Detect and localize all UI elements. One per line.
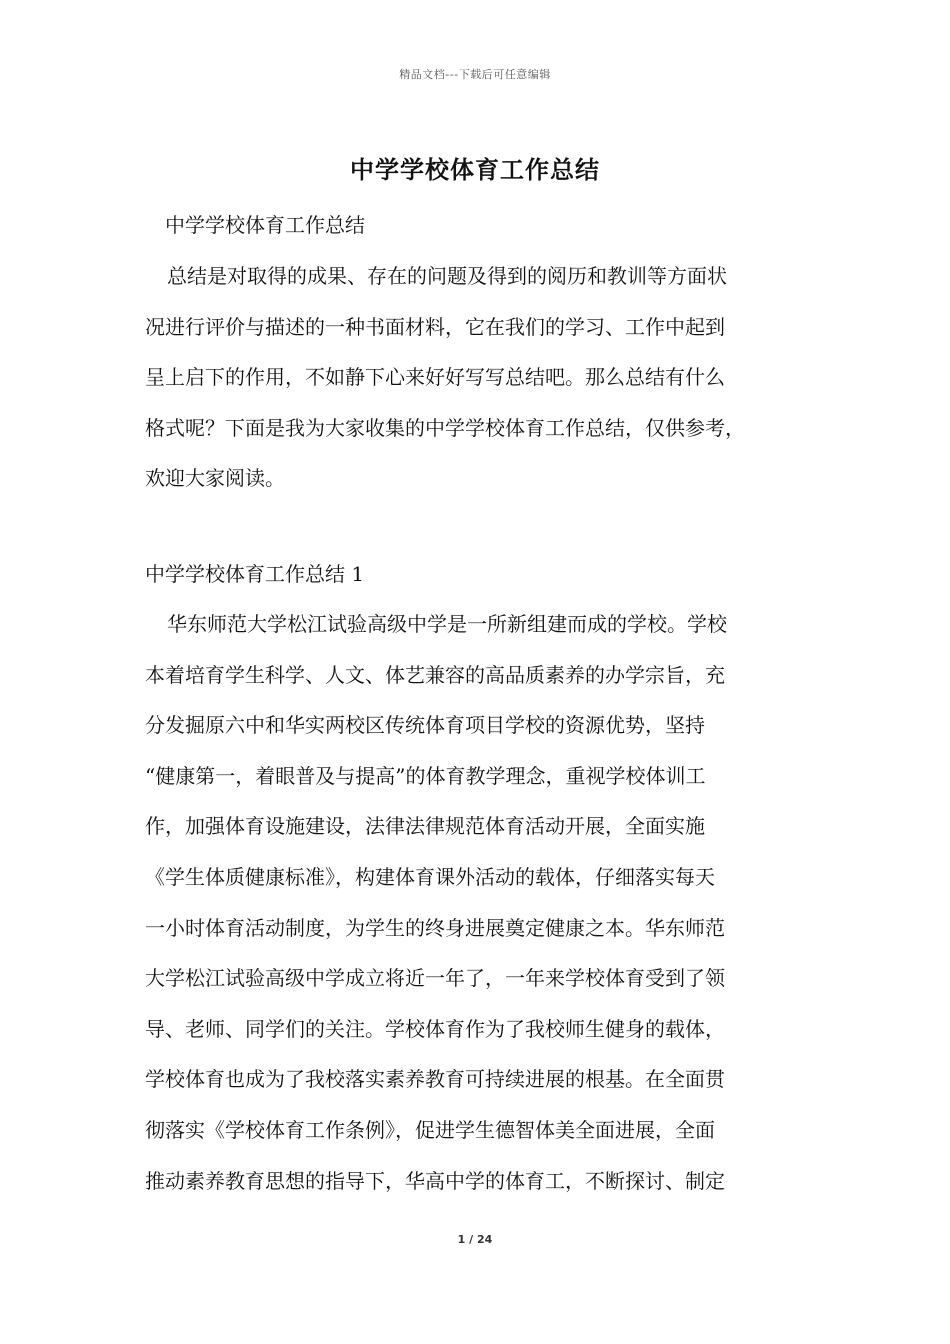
intro-line: 欢迎大家阅读。	[145, 466, 285, 491]
body-paragraph	[145, 599, 825, 1206]
body-line: 导、老师、同学们的关注。学校体育作为了我校师生健身的载体，	[145, 1016, 725, 1041]
document-subtitle: 中学学校体育工作总结	[165, 213, 365, 237]
document-title: 中学学校体育工作总结	[350, 156, 600, 184]
page-number: 1 / 24	[457, 1233, 493, 1246]
intro-line: 格式呢？下面是我为大家收集的中学学校体育工作总结，仅供参考，	[145, 415, 745, 440]
body-line: 分发掘原六中和华实两校区传统体育项目学校的资源优势，坚持	[145, 713, 705, 738]
intro-paragraph	[145, 251, 825, 504]
section-heading: 中学学校体育工作总结 1	[145, 562, 365, 586]
page-header: 精品文档---下载后可任意编辑	[399, 68, 551, 81]
body-line: 学校体育也成为了我校落实素养教育可持续进展的根基。在全面贯	[145, 1067, 725, 1092]
body-line: 一小时体育活动制度，为学生的终身进展奠定健康之本。华东师范	[145, 915, 725, 940]
body-line: “健康第一，着眼普及与提高”的体育教学理念，重视学校体训工	[145, 763, 706, 788]
body-line: 华东师范大学松江试验高级中学是一所新组建而成的学校。学校	[167, 612, 727, 636]
body-line: 作，加强体育设施建设，法律法律规范体育活动开展，全面实施	[145, 814, 705, 839]
body-line: 彻落实《学校体育工作条例》，促进学生德智体美全面进展，全面	[145, 1117, 715, 1142]
body-line: 《学生体质健康标准》，构建体育课外活动的载体，仔细落实每天	[145, 864, 715, 889]
body-line: 本着培育学生科学、人文、体艺兼容的高品质素养的办学宗旨，充	[145, 662, 725, 687]
body-line: 大学松江试验高级中学成立将近一年了，一年来学校体育受到了领	[145, 966, 725, 991]
intro-line: 况进行评价与描述的一种书面材料，它在我们的学习、工作中起到	[145, 314, 725, 339]
body-line: 推动素养教育思想的指导下，华高中学的体育工，不断探讨、制定	[145, 1168, 725, 1193]
intro-line: 呈上启下的作用，不如静下心来好好写写总结吧。那么总结有什么	[145, 365, 725, 390]
intro-line: 总结是对取得的成果、存在的问题及得到的阅历和教训等方面状	[167, 264, 727, 288]
